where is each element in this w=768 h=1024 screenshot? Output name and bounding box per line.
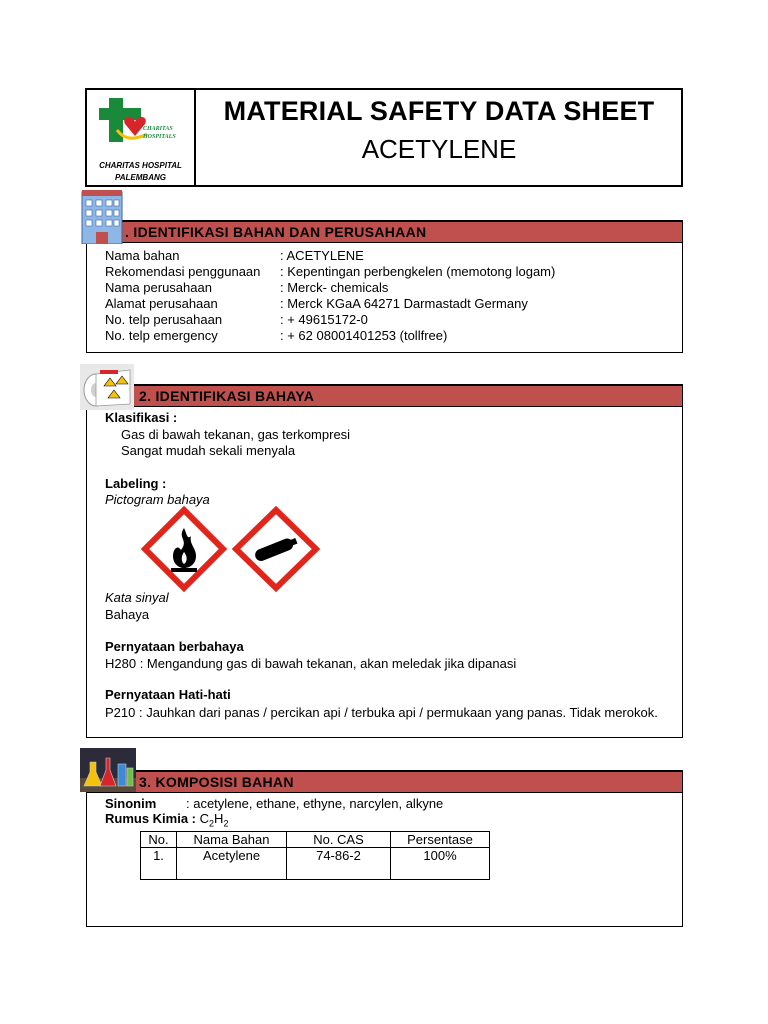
section-komposisi-bahan xyxy=(86,770,683,927)
pictogram-label: Pictogram bahaya xyxy=(105,492,210,507)
info-row xyxy=(105,248,364,263)
info-row xyxy=(105,280,388,295)
info-value: : ACETYLENE xyxy=(280,248,364,263)
info-value: : + 62 08001401253 (tollfree) xyxy=(280,328,448,343)
info-value: : Kepentingan perbengkelen (memotong logam) xyxy=(280,264,556,279)
sinonim-value: : acetylene, ethane, ethyne, narcylen, alkyne xyxy=(186,796,444,811)
table-header-row xyxy=(141,832,490,848)
table-header: No. CAS xyxy=(287,832,391,848)
info-value: : Merck KGaA 64271 Darmastadt Germany xyxy=(280,296,528,311)
kata-sinyal-value: Bahaya xyxy=(105,607,150,622)
table-header: Nama Bahan xyxy=(177,832,287,848)
rumus-kimia-value: $C_2H_2$ xyxy=(199,811,229,829)
document-title: MATERIAL SAFETY DATA SHEET xyxy=(223,96,655,126)
building-icon xyxy=(78,188,126,244)
section1-title-bar xyxy=(87,221,682,243)
section-identifikasi-bahaya xyxy=(86,384,683,738)
gas-cylinder-pictogram-icon xyxy=(232,506,320,592)
pernyataan-berbahaya-label: Pernyataan berbahaya xyxy=(105,639,244,654)
hospital-name-line2: PALEMBANG xyxy=(115,173,166,182)
table-row xyxy=(141,848,490,880)
info-label: Rekomendasi penggunaan xyxy=(105,264,261,279)
klasifikasi-item: Sangat mudah sekali menyala xyxy=(121,443,296,458)
info-label: No. telp perusahaan xyxy=(105,312,223,327)
hospital-name-line1: CHARITAS HOSPITAL xyxy=(99,161,182,170)
table-cell: 74-86-2 xyxy=(287,848,391,880)
hospital-name-caption xyxy=(87,160,194,184)
info-row xyxy=(105,264,555,279)
rumus-kimia xyxy=(105,811,228,829)
hazard-labels-icon xyxy=(80,364,134,410)
table-cell: Acetylene xyxy=(177,848,287,880)
flame-pictogram-icon xyxy=(141,506,227,592)
table-header: Persentase xyxy=(391,832,490,848)
hospital-logo-cell xyxy=(87,90,196,185)
section3-title-bar xyxy=(87,771,682,793)
section-identifikasi-bahan xyxy=(86,220,683,353)
section2-title-bar xyxy=(87,385,682,407)
pernyataan-berbahaya-value: H280 : Mengandung gas di bawah tekanan, akan meledak jika dipanasi xyxy=(105,656,517,671)
logo-text-line1: CHARITAS xyxy=(143,126,173,132)
info-label: Nama bahan xyxy=(105,248,180,263)
info-label: No. telp emergency xyxy=(105,328,218,343)
table-cell: 100% xyxy=(391,848,490,880)
table-header: No. xyxy=(141,832,177,848)
table-cell: 1. xyxy=(141,848,177,880)
info-value: : Merck- chemicals xyxy=(280,280,389,295)
info-label: Alamat perusahaan xyxy=(105,296,218,311)
pernyataan-hatihati-label: Pernyataan Hati-hati xyxy=(105,687,231,702)
document-subtitle: ACETYLENE xyxy=(361,134,517,164)
info-label: Nama perusahaan xyxy=(105,280,212,295)
kata-sinyal-label: Kata sinyal xyxy=(105,590,169,605)
info-row xyxy=(105,312,368,327)
info-value: : + 49615172-0 xyxy=(280,312,368,327)
logo-text-line2: HOSPITALS xyxy=(143,134,176,140)
document-header xyxy=(85,88,683,187)
rumus-kimia-label: Rumus Kimia : xyxy=(105,811,197,826)
composition-table xyxy=(140,831,490,880)
info-row xyxy=(105,296,528,311)
section1-title: . IDENTIFIKASI BAHAN DAN PERUSAHAAN xyxy=(125,224,427,240)
hospital-logo xyxy=(87,90,194,160)
lab-flasks-icon xyxy=(80,748,136,792)
info-row xyxy=(105,328,447,343)
section2-title: 2. IDENTIFIKASI BAHAYA xyxy=(139,388,315,404)
klasifikasi-item: Gas di bawah tekanan, gas terkompresi xyxy=(121,427,351,442)
labeling-label: Labeling : xyxy=(105,476,167,491)
klasifikasi-label: Klasifikasi : xyxy=(105,410,178,425)
sinonim-label: Sinonim xyxy=(105,796,157,811)
pernyataan-hatihati-value: P210 : Jauhkan dari panas / percikan api / terbuka api / permukaan yang panas. Tidak merokok. xyxy=(105,705,658,720)
section3-title: 3. KOMPOSISI BAHAN xyxy=(139,774,294,790)
